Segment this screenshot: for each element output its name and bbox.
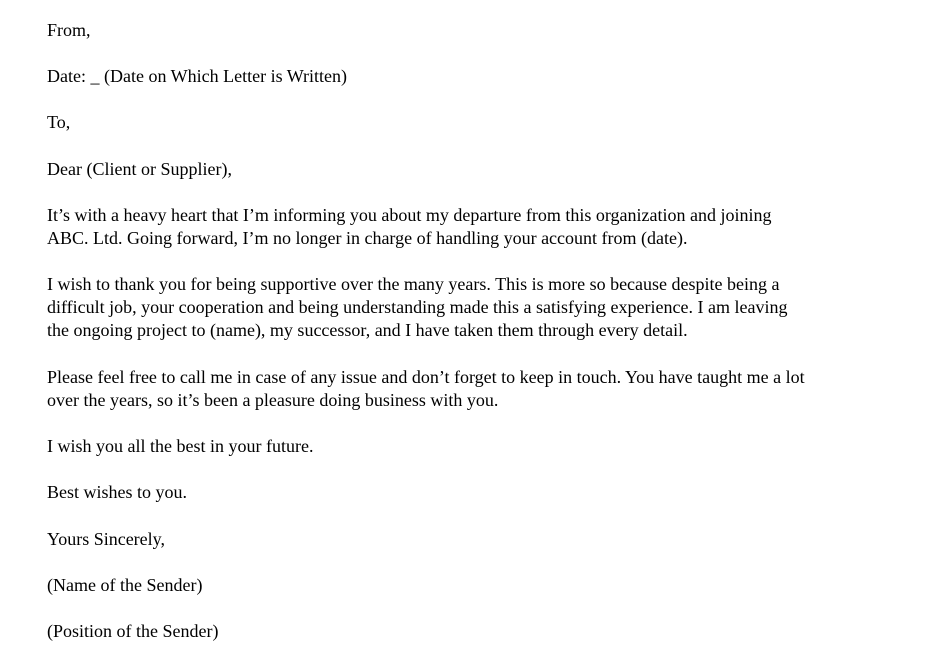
paragraph-2-line-2: difficult job, your cooperation and being understanding made this a satisfying experience. I am leaving xyxy=(47,297,788,317)
sender-position: (Position of the Sender) xyxy=(47,621,219,641)
paragraph-1-line-1: It’s with a heavy heart that I’m informing you about my departure from this organization and joining xyxy=(47,205,772,225)
paragraph-3-line-1: Please feel free to call me in case of any issue and don’t forget to keep in touch. You have taught me a lot xyxy=(47,367,805,387)
salutation: Dear (Client or Supplier), xyxy=(47,159,232,179)
best-wishes-line: Best wishes to you. xyxy=(47,482,188,502)
paragraph-2-line-3: the ongoing project to (name), my successor, and I have taken them through every detail. xyxy=(47,320,688,340)
from-label: From, xyxy=(47,20,91,40)
paragraph-1-line-2: ABC. Ltd. Going forward, I’m no longer in charge of handling your account from (date). xyxy=(47,228,688,248)
paragraph-3-line-2: over the years, so it’s been a pleasure doing business with you. xyxy=(47,390,499,410)
date-line: Date: _ (Date on Which Letter is Written) xyxy=(47,66,348,86)
closing-line: Yours Sincerely, xyxy=(47,529,166,549)
to-label: To, xyxy=(47,112,71,132)
paragraph-2-line-1: I wish to thank you for being supportive over the many years. This is more so because despite being a xyxy=(47,274,780,294)
sender-name: (Name of the Sender) xyxy=(47,575,203,595)
wishes-line: I wish you all the best in your future. xyxy=(47,436,314,456)
